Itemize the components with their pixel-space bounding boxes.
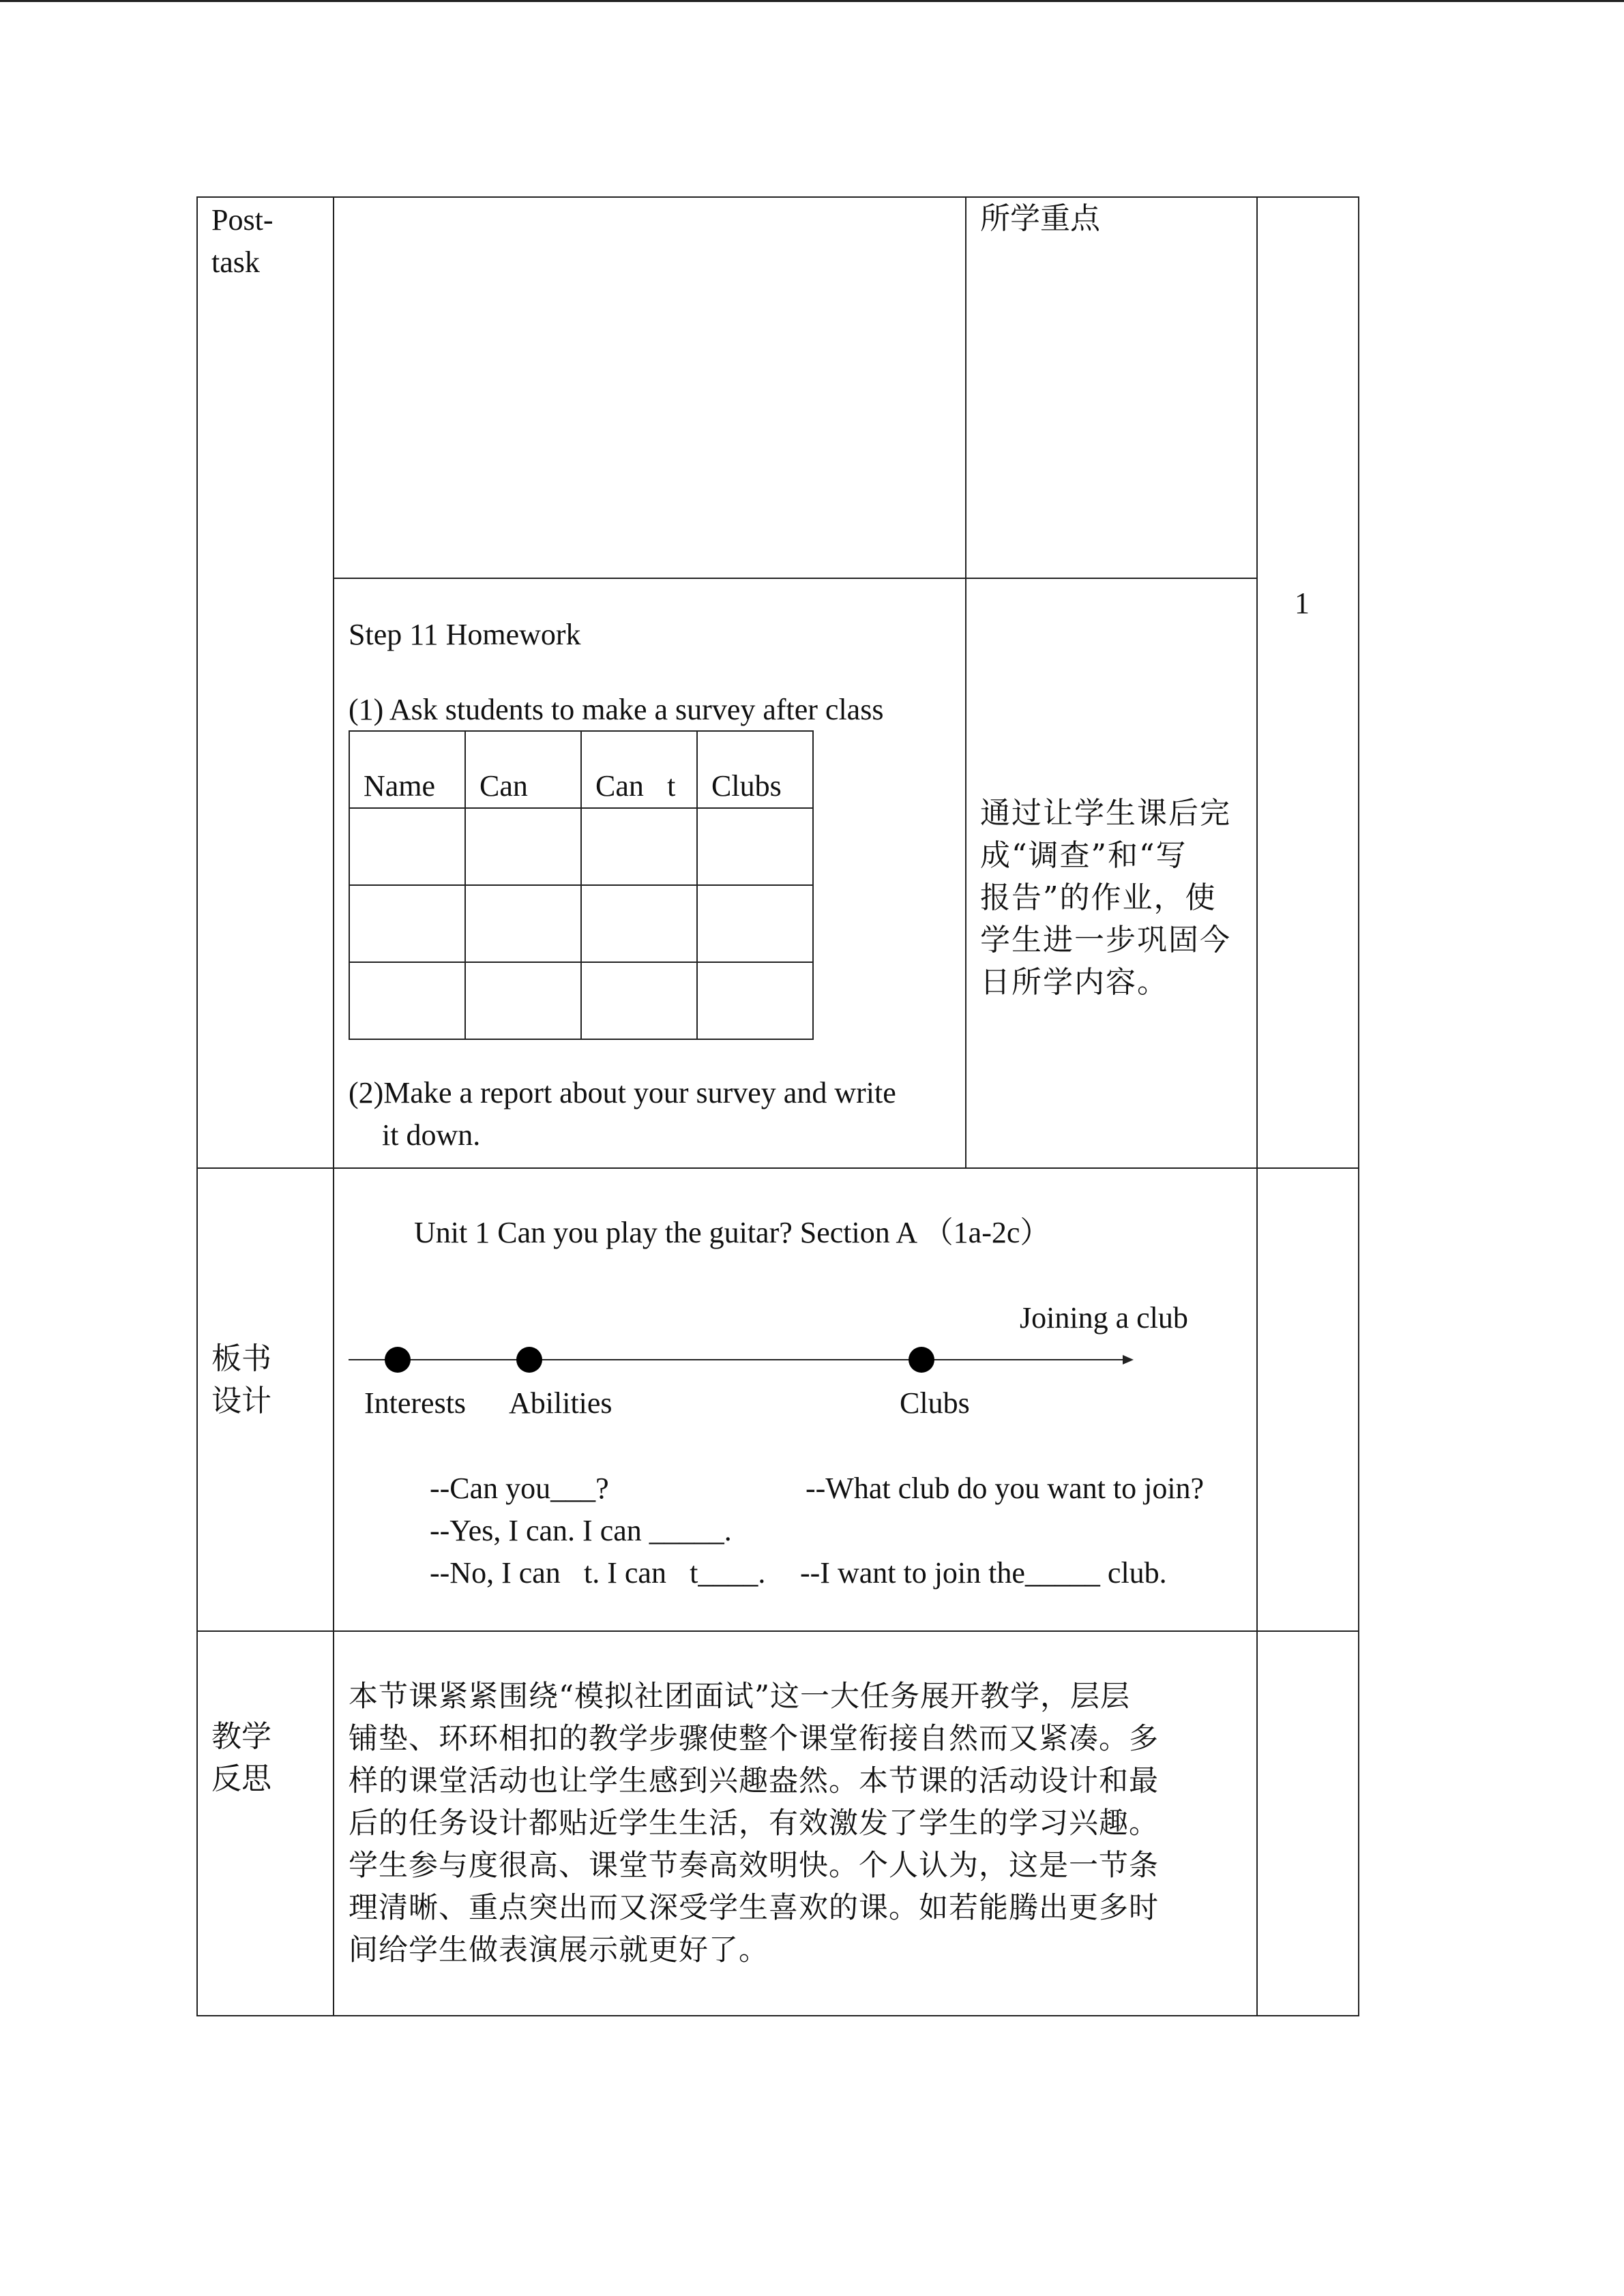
reflection-line: 理清晰、重点突出而又深受学生喜欢的课。如若能腾出更多时 (349, 1891, 1159, 1925)
reflection-line: 后的任务设计都贴近学生生活，有效激发了学生的学习兴趣。 (349, 1806, 1159, 1840)
survey-cell (465, 962, 581, 1039)
stage-label-task: task (211, 245, 260, 279)
timeline-label-interests: Interests (364, 1386, 467, 1420)
survey-header-cant: Can t (581, 731, 697, 808)
reflection-text (349, 1675, 1159, 1971)
timeline-dot-clubs (909, 1347, 934, 1373)
survey-row (349, 962, 813, 1039)
board-label-1: 板书 (211, 1341, 271, 1376)
survey-cell (697, 885, 813, 962)
homework-item-2-line1: (2)Make a report about your survey and write (349, 1076, 896, 1109)
survey-cell (465, 808, 581, 885)
reflection-line: 本节课紧紧围绕“模拟社团面试”这一大任务展开教学，层层 (349, 1680, 1130, 1714)
purpose-line: 学生进一步巩固今 (980, 923, 1231, 957)
survey-cell (581, 885, 697, 962)
survey-cell (581, 808, 697, 885)
timeline-label-abilities: Abilities (509, 1386, 612, 1420)
survey-header-row (349, 731, 813, 808)
homework-purpose (980, 792, 1231, 1004)
dialogue-no: --No, I can t. I can t____. (430, 1556, 766, 1590)
survey-cell (349, 885, 465, 962)
reflection-label-2: 反思 (211, 1761, 271, 1796)
time-allocation: 1  (1295, 586, 1333, 620)
survey-header-can: Can (465, 731, 581, 808)
survey-cell (697, 808, 813, 885)
page-top-border (0, 0, 1624, 2)
timeline-dot-interests (385, 1347, 411, 1373)
survey-row (349, 808, 813, 885)
homework-item-2-line2: it down. (382, 1118, 481, 1152)
survey-cell (349, 962, 465, 1039)
survey-cell (465, 885, 581, 962)
purpose-line: 成“调查”和“写 (980, 838, 1187, 873)
survey-header-clubs: Clubs (697, 731, 813, 808)
purpose-line: 日所学内容。 (980, 965, 1168, 1000)
purpose-line: 报告”的作业，使 (980, 880, 1217, 915)
survey-table (349, 730, 814, 1040)
dialogue-want-join: --I want to join the_____ club. (800, 1556, 1167, 1590)
homework-step-title: Step 11 Homework (349, 618, 581, 651)
board-title: Unit 1 Can you play the guitar? Section A （1a-2c） (414, 1216, 1050, 1249)
stage-label-post: Post- (211, 203, 274, 237)
dialogue-what-club: --What club do you want to join? (806, 1472, 1205, 1505)
survey-header-name: Name (349, 731, 465, 808)
homework-item-1: (1) Ask students to make a survey after class (349, 693, 884, 726)
purpose-line: 通过让学生课后完 (980, 796, 1231, 831)
survey-cell (697, 962, 813, 1039)
timeline-dot-abilities (516, 1347, 542, 1373)
purpose-key-points: 所学重点 (980, 201, 1100, 236)
dialogue-yes: --Yes, I can. I can _____. (430, 1514, 732, 1547)
survey-cell (349, 808, 465, 885)
timeline-arrow-icon (1123, 1355, 1134, 1365)
reflection-label-1: 教学 (211, 1719, 271, 1754)
reflection-line: 学生参与度很高、课堂节奏高效明快。个人认为，这是一节条 (349, 1849, 1159, 1883)
reflection-line: 间给学生做表演展示就更好了。 (349, 1933, 769, 1967)
board-label-2: 设计 (211, 1384, 271, 1418)
board-joining-club: Joining a club (1020, 1301, 1188, 1335)
survey-cell (581, 962, 697, 1039)
dialogue-can-you: --Can you___? (430, 1472, 609, 1505)
reflection-line: 铺垫、环环相扣的教学步骤使整个课堂衔接自然而又紧凑。多 (349, 1722, 1159, 1756)
timeline-line (349, 1359, 1123, 1360)
timeline-label-clubs: Clubs (900, 1386, 970, 1420)
reflection-line: 样的课堂活动也让学生感到兴趣盎然。本节课的活动设计和最 (349, 1764, 1159, 1798)
survey-row (349, 885, 813, 962)
